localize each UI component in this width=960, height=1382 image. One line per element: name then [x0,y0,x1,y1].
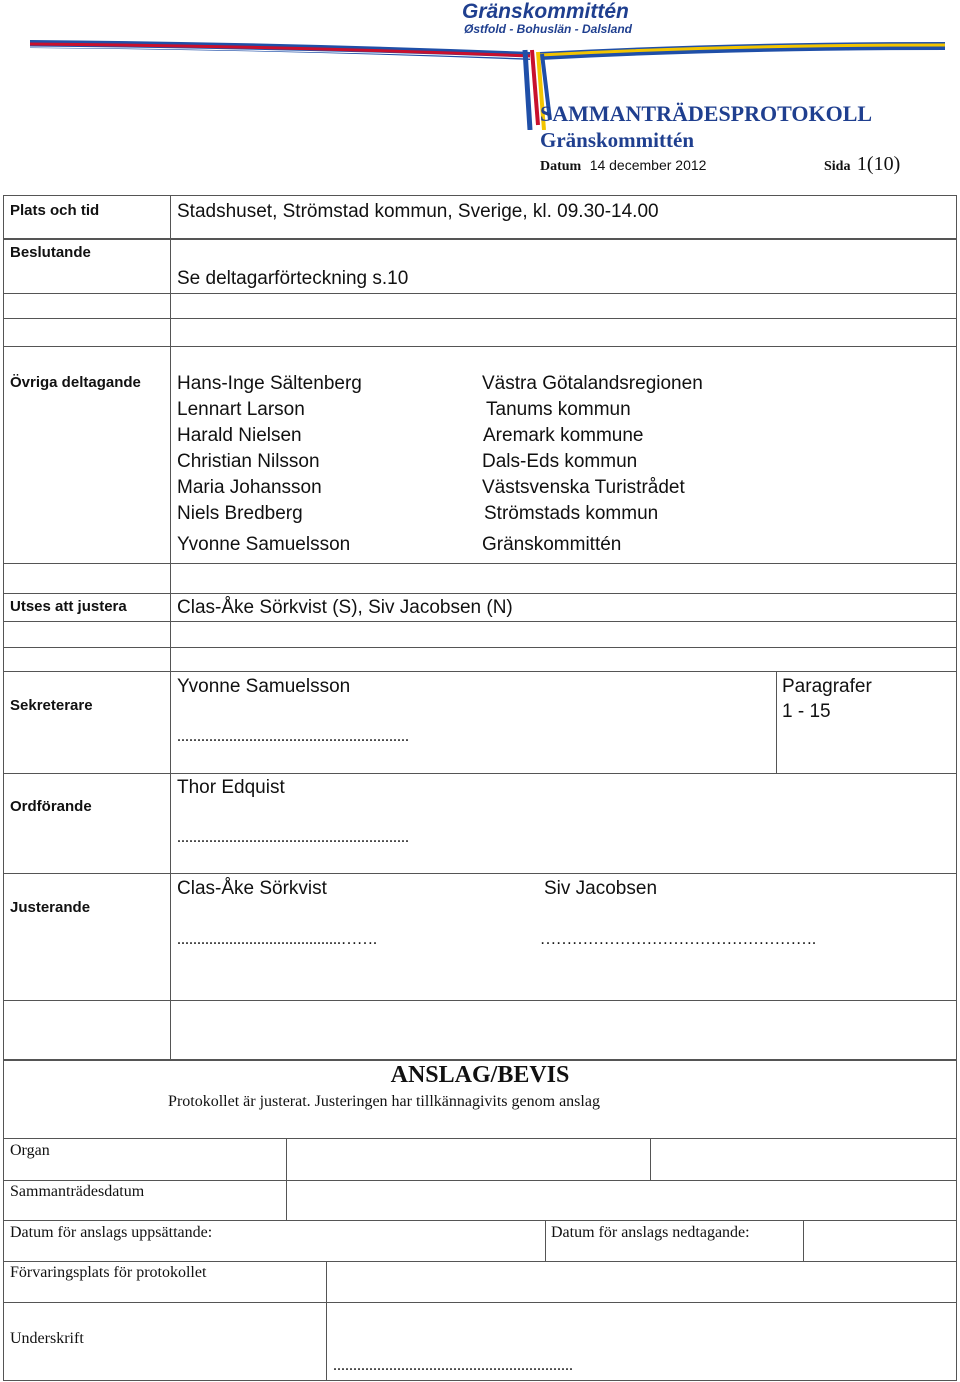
ordforande-signature-line: .......................................................... [177,829,409,846]
participant-org: Västsvenska Turistrådet [482,477,685,498]
date-block [540,157,706,175]
participant-org: Strömstads kommun [484,503,659,524]
participant-org: Aremark kommune [483,425,644,446]
paragrafer-label: Paragrafer [782,676,872,697]
page-label: Sida [824,159,851,174]
participant-name: Hans-Inge Sältenberg [177,373,362,394]
ovriga-label: Övriga deltagande [10,374,141,391]
underskrift-signature-line: ............................................................ [333,1357,573,1374]
participant-name: Maria Johansson [177,477,322,498]
page-block [824,153,900,176]
plats-label: Plats och tid [10,202,100,219]
utses-label: Utses att justera [10,598,127,615]
paragrafer-value: 1 - 15 [782,701,831,722]
justerande-signature-line-1: .........................................……. [177,931,377,948]
date-label: Datum [540,159,582,174]
underskrift-label: Underskrift [10,1330,84,1347]
date-value: 14 december 2012 [589,157,707,173]
participant-org: Tanums kommun [486,399,631,420]
beslutande-label: Beslutande [10,244,91,261]
utses-value: Clas-Åke Sörkvist (S), Siv Jacobsen (N) [177,597,513,618]
participant-name: Yvonne Samuelsson [177,534,351,555]
sekreterare-signature-line: .......................................................... [177,728,409,745]
participant-org: Gränskommittén [482,534,622,555]
committee-name: Gränskommittén [540,128,694,152]
uppsattande-label: Datum för anslags uppsättande: [10,1224,213,1241]
participant-org: Dals-Eds kommun [482,451,638,472]
participant-org: Västra Götalandsregionen [482,373,703,394]
anslag-subtitle: Protokollet är justerat. Justeringen har tillkännagivits genom anslag [168,1093,600,1110]
forvaringsplats-label: Förvaringsplats för protokollet [10,1264,207,1281]
ordforande-name: Thor Edquist [177,777,285,798]
justerande-label: Justerande [10,899,91,916]
logo-title: Gränskommittén [462,0,629,23]
sammantradesdatum-label: Sammanträdesdatum [10,1183,145,1200]
logo-subtitle: Østfold - Bohuslän - Dalsland [464,22,633,36]
ordforande-label: Ordförande [10,798,92,815]
sekreterare-name: Yvonne Samuelsson [177,676,351,697]
organ-label: Organ [10,1142,50,1159]
participant-name: Niels Bredberg [177,503,303,524]
nedtagande-label: Datum för anslags nedtagande: [551,1224,750,1241]
participant-name: Harald Nielsen [177,425,302,446]
document-type: SAMMANTRÄDESPROTOKOLL [540,101,873,126]
page-value: 1(10) [856,153,901,175]
justerande-name-2: Siv Jacobsen [544,878,658,899]
beslutande-value: Se deltagarförteckning s.10 [177,268,409,289]
participant-name: Christian Nilsson [177,451,320,472]
justerande-signature-line-2: ……………………………………………. [540,931,816,948]
sekreterare-label: Sekreterare [10,697,93,714]
justerande-name-1: Clas-Åke Sörkvist [177,878,327,899]
plats-value: Stadshuset, Strömstad kommun, Sverige, kl. 09.30-14.00 [177,201,659,222]
anslag-title: ANSLAG/BEVIS [390,1062,570,1088]
participant-name: Lennart Larson [177,399,305,420]
